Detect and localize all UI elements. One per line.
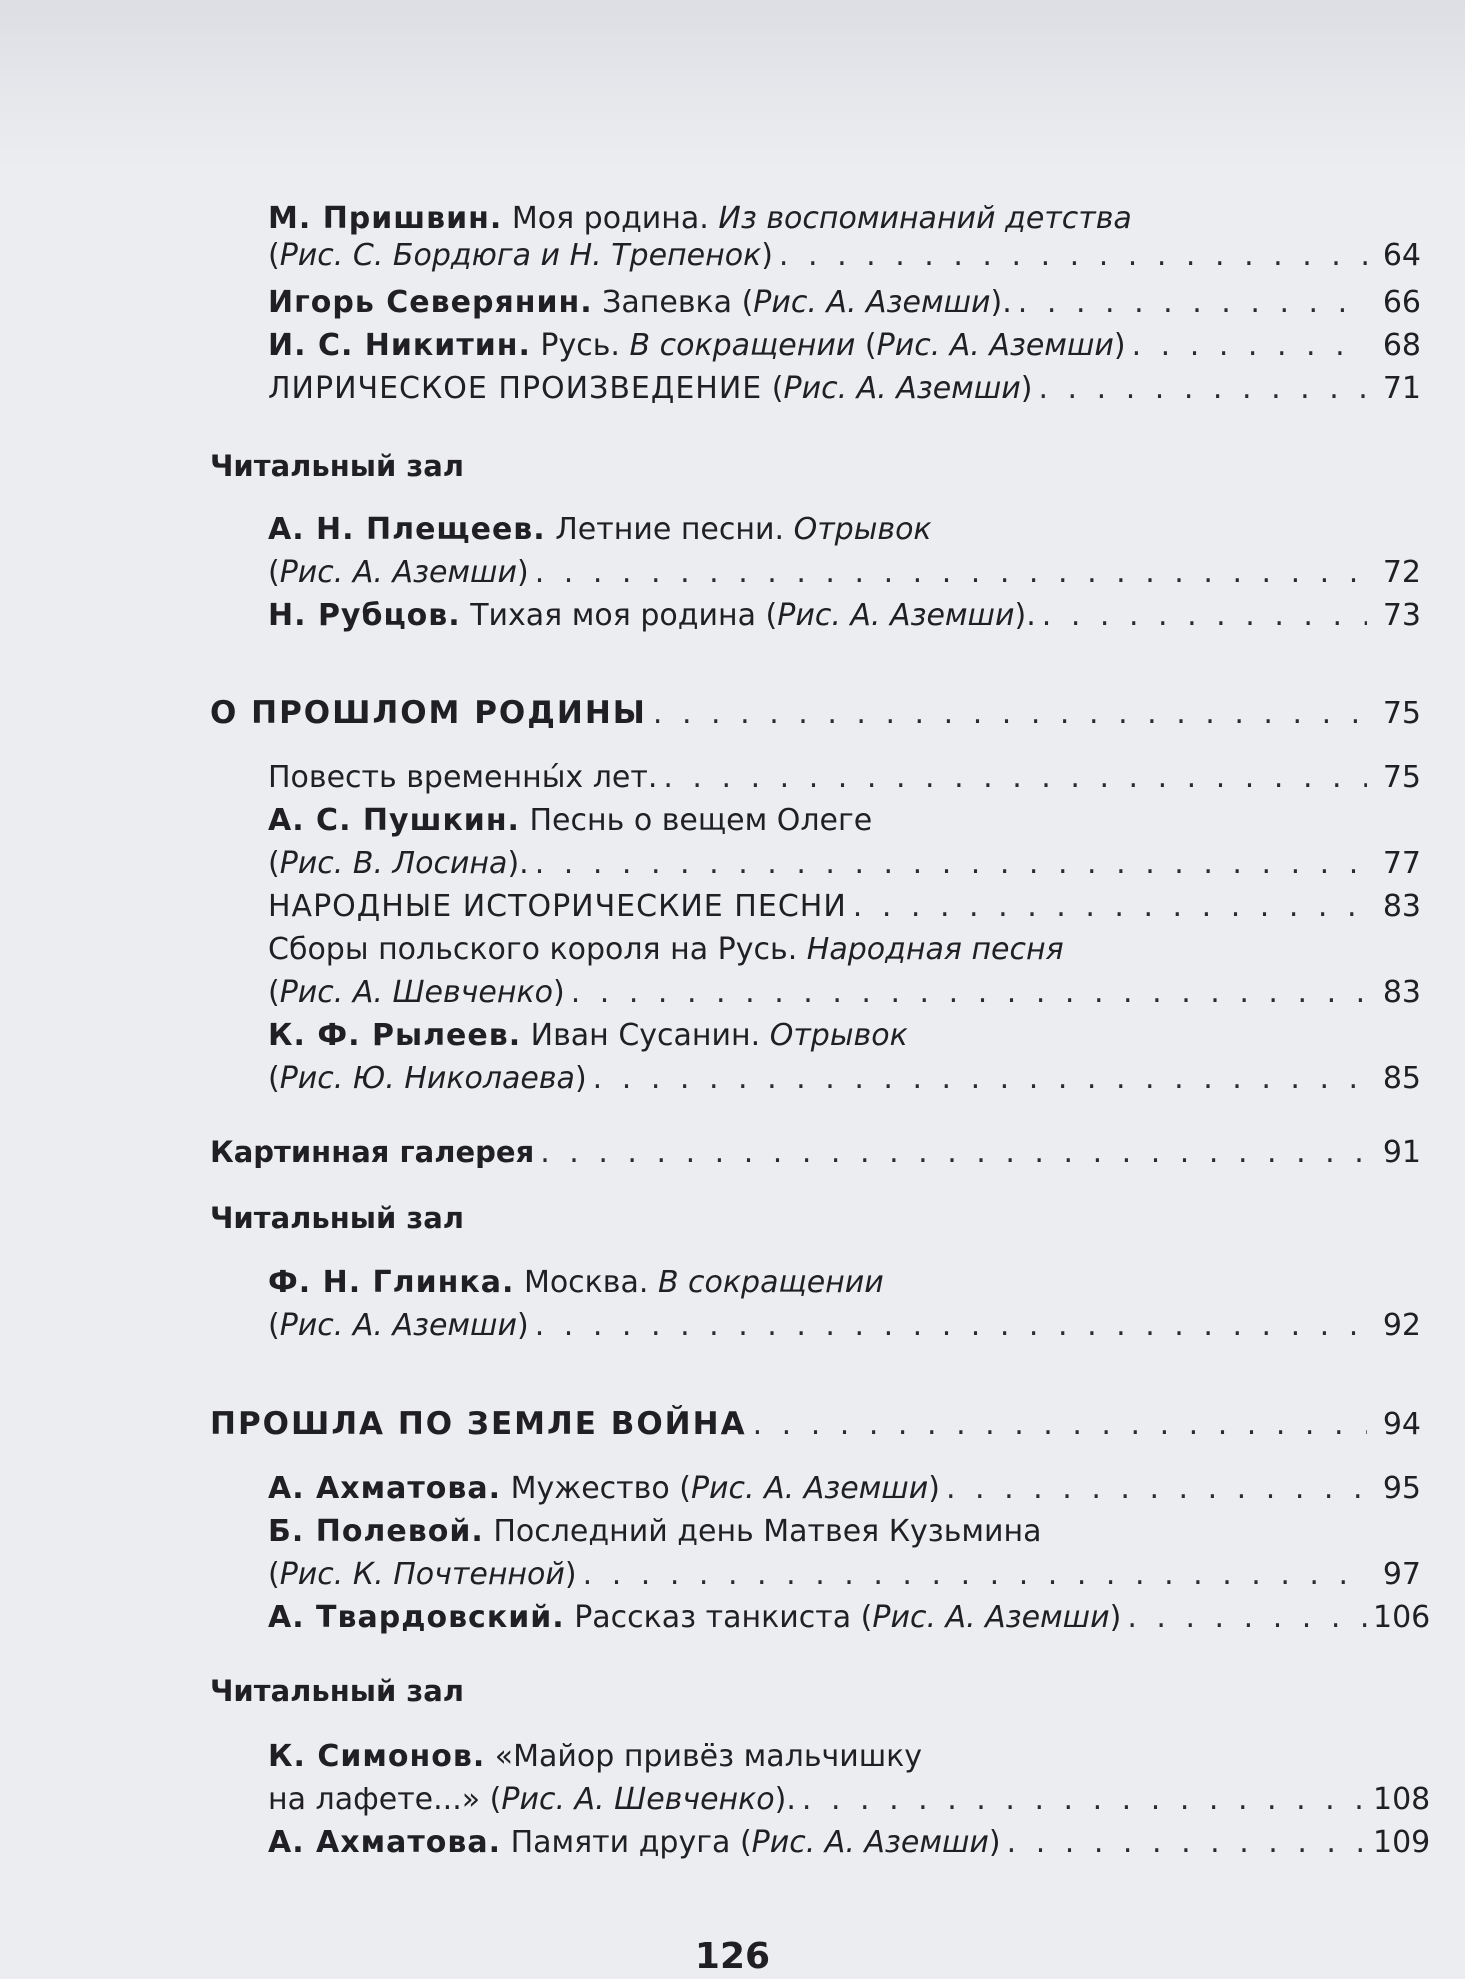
illustrator-close: ) [564,1557,577,1592]
entry-author: А. Ахматова. [268,1471,502,1506]
entry-title: Памяти друга [510,1825,731,1860]
entry-note: Из воспоминаний детства [718,201,1132,236]
entry-title: Моя родина. [511,201,709,236]
dot-leader [1127,1598,1367,1638]
toc-entry-line [0,326,1421,366]
entry-text [268,512,932,547]
entry-note: Отрывок [793,512,932,547]
toc-entry-line [0,1671,1421,1712]
entry-author: М. Пришвин. [268,201,503,236]
entry-text [268,596,1036,636]
illustrator-open: ( [741,285,754,320]
entry-page-number: 97 [1382,1557,1421,1592]
entry-text [268,1018,908,1053]
toc-entry-line [0,1306,1421,1346]
toc-entry-line [0,1016,1421,1056]
illustrator-close: ) [552,975,565,1010]
toc-entry-line [0,844,1421,884]
entry-page-number: 91 [1382,1135,1421,1170]
entry-page-number: 108 [1373,1782,1431,1817]
entry-title: НАРОДНЫЕ ИСТОРИЧЕСКИЕ ПЕСНИ [268,889,847,924]
entry-title: Последний день Матвея Кузьмина [493,1514,1042,1549]
entry-text [210,1404,747,1445]
entry-author: А. С. Пушкин. [268,803,520,838]
illustrator-close: ). [990,285,1012,320]
dot-leader [802,1780,1367,1820]
illustrator-close: ) [1020,371,1033,406]
entry-text [268,932,1064,967]
illustrator-open: ( [268,238,280,273]
entry-text [268,887,847,927]
toc-entry-line [0,1404,1421,1445]
dot-leader [853,887,1367,927]
toc-entry-line [0,1198,1421,1239]
entry-text [268,973,565,1013]
entry-text [268,1059,587,1099]
entry-text [268,236,773,276]
toc-entry-line [0,236,1421,276]
entry-author: Б. Полевой. [268,1514,484,1549]
toc-entry-line [0,199,1421,239]
toc-entry-line [0,1469,1421,1509]
entry-title-continued: на лафете...» [268,1782,481,1817]
toc-entry-line [0,1823,1431,1863]
entry-illustrator: Рис. А. Аземши [753,285,991,320]
entry-text [268,758,657,798]
entry-note: В сокращении [657,1265,884,1300]
illustrator-close: ) [516,1308,529,1343]
entry-note: Народная песня [806,932,1064,967]
dot-leader [535,553,1367,593]
entry-title: Тихая моя родина [470,598,756,633]
entry-title: Иван Сусанин. [530,1018,761,1053]
illustrator-close: ) [1109,1600,1122,1635]
entry-illustrator: Рис. К. Почтенной [279,1557,565,1592]
entry-illustrator: Рис. А. Шевченко [279,975,553,1010]
dot-leader [1042,596,1367,636]
entry-text [268,1514,1042,1549]
toc-entry-line [0,510,1421,550]
entry-text [268,283,1012,323]
toc-entry-line [0,446,1421,487]
entry-illustrator: Рис. А. Аземши [783,371,1021,406]
entry-title: Москва. [523,1265,649,1300]
entry-page-number: 92 [1382,1308,1421,1343]
entry-page-number: 109 [1373,1825,1431,1860]
entry-text [210,1132,534,1173]
illustrator-close: ) [988,1825,1001,1860]
illustrator-close: ). [774,1782,796,1817]
dot-leader [535,1306,1367,1346]
entry-title: Летние песни. [555,512,785,547]
subsection-heading: Читальный зал [210,449,465,483]
dot-leader [753,1405,1367,1445]
entry-text [268,1265,884,1300]
toc-entry-line [0,1512,1421,1552]
illustrator-open: ( [268,1308,280,1343]
toc-entry-line [0,1263,1421,1303]
entry-title: «Майор привёз мальчишку [494,1739,923,1774]
entry-text [268,803,872,838]
entry-author: И. С. Никитин. [268,328,531,363]
dot-leader [1132,326,1367,366]
entry-illustrator: Рис. А. Аземши [876,328,1114,363]
dot-leader [946,1469,1367,1509]
illustrator-open: ( [268,975,280,1010]
entry-note: Отрывок [769,1018,908,1053]
entry-page-number: 66 [1382,285,1421,320]
toc-entry-line [0,1780,1431,1820]
section-heading: ПРОШЛА ПО ЗЕМЛЕ ВОЙНА [210,1406,747,1442]
illustrator-open: ( [489,1782,502,1817]
entry-page-number: 73 [1382,598,1421,633]
entry-text [210,1201,464,1236]
entry-illustrator: Рис. А. Аземши [279,555,517,590]
entry-page-number: 83 [1382,889,1421,924]
entry-illustrator: Рис. А. Аземши [751,1825,989,1860]
dot-leader [663,758,1367,798]
subsection-heading: Читальный зал [210,1674,465,1708]
illustrator-open: ( [268,846,280,881]
dot-leader [540,1133,1367,1173]
entry-page-number: 95 [1382,1471,1421,1506]
illustrator-close: ) [516,555,529,590]
entry-title: ЛИРИЧЕСКОЕ ПРОИЗВЕДЕНИЕ [268,371,763,406]
illustrator-open: ( [765,598,778,633]
entry-page-number: 72 [1382,555,1421,590]
illustrator-open: ( [739,1825,752,1860]
entry-text [268,553,529,593]
illustrator-close: ) [761,238,773,273]
entry-author: А. Н. Плещеев. [268,512,546,547]
illustrator-open: ( [268,1557,280,1592]
entry-text [268,1823,1001,1863]
entry-text [268,1555,577,1595]
toc-entry-line [0,596,1421,636]
entry-text [268,1306,529,1346]
toc-entry-line [0,1555,1421,1595]
entry-text [268,844,529,884]
toc-entry-line [0,887,1421,927]
entry-page-number: 64 [1382,238,1421,273]
toc-entry-line [0,1598,1431,1638]
entry-author: А. Твардовский. [268,1600,565,1635]
toc-entry-line [0,973,1421,1013]
illustrator-close: ) [574,1061,587,1096]
dot-leader [1018,283,1367,323]
toc-entry-line [0,1059,1421,1099]
entry-author: Н. Рубцов. [268,598,461,633]
entry-text [268,1469,940,1509]
illustrator-close: ) [1113,328,1126,363]
entry-page-number: 94 [1382,1407,1421,1442]
entry-author: Ф. Н. Глинка. [268,1265,515,1300]
dot-leader [1038,369,1367,409]
dot-leader [583,1555,1367,1595]
subsection-heading: Читальный зал [210,1201,465,1235]
dot-leader [571,973,1367,1013]
entry-text [268,326,1126,366]
entry-title: Русь. [540,328,620,363]
entry-author: А. Ахматова. [268,1825,502,1860]
illustrator-open: ( [771,371,784,406]
entry-page-number: 85 [1382,1061,1421,1096]
toc-entry-line [0,553,1421,593]
toc-entry-line [0,1132,1421,1173]
entry-text [268,1598,1121,1638]
entry-page-number: 71 [1382,371,1421,406]
entry-page-number: 83 [1382,975,1421,1010]
entry-text [210,693,647,734]
toc-entry-line [0,930,1421,970]
entry-text [268,201,1132,236]
toc-entry-line [0,693,1421,734]
entry-title: Песнь о вещем Олеге [529,803,873,838]
toc-entry-line [0,758,1421,798]
toc-entry-line [0,1737,1421,1777]
entry-title: Запевка [602,285,733,320]
entry-note: В сокращении [629,328,856,363]
illustrator-open: ( [268,1061,280,1096]
entry-author: К. Ф. Рылеев. [268,1018,522,1053]
entry-page-number: 75 [1382,696,1421,731]
entry-text [210,449,464,484]
entry-page-number: 68 [1382,328,1421,363]
entry-author: К. Симонов. [268,1739,486,1774]
toc-entry-line [0,369,1421,409]
page-number: 126 [694,1936,771,1977]
toc-entry-line [0,801,1421,841]
entry-text [268,369,1032,409]
entry-illustrator: Рис. А. Шевченко [501,1782,775,1817]
illustrator-open: ( [860,1600,873,1635]
entry-page-number: 77 [1382,846,1421,881]
illustrator-close: ) [928,1471,940,1506]
section-heading: О ПРОШЛОМ РОДИНЫ [210,695,647,731]
illustrator-close: ). [1014,598,1036,633]
entry-title: Мужество [510,1471,670,1506]
entry-page-number: 75 [1382,760,1421,795]
illustrator-open: ( [864,328,877,363]
entry-illustrator: Рис. А. Аземши [279,1308,517,1343]
illustrator-open: ( [268,555,280,590]
entry-illustrator: Рис. С. Бордюга и Н. Трепенок [279,238,762,273]
illustrator-close: ). [507,846,529,881]
entry-title: Повесть временны́х лет. [268,760,658,795]
illustrator-open: ( [679,1471,691,1506]
entry-page-number: 106 [1373,1600,1431,1635]
entry-illustrator: Рис. В. Лосина [279,846,508,881]
subsection-heading: Картинная галерея [210,1135,535,1169]
dot-leader [593,1059,1367,1099]
toc-entry-line [0,283,1421,323]
entry-text [268,1780,796,1820]
dot-leader [779,236,1367,276]
entry-title: Рассказ танкиста [574,1600,852,1635]
entry-illustrator: Рис. А. Аземши [690,1471,929,1506]
entry-text [268,1739,922,1774]
entry-text [210,1674,464,1709]
dot-leader [535,844,1367,884]
entry-title: Сборы польского короля на Русь. [268,932,798,967]
entry-illustrator: Рис. А. Аземши [872,1600,1110,1635]
dot-leader [653,694,1367,734]
dot-leader [1007,1823,1367,1863]
entry-author: Игорь Северянин. [268,285,593,320]
entry-illustrator: Рис. Ю. Николаева [279,1061,575,1096]
entry-illustrator: Рис. А. Аземши [777,598,1015,633]
